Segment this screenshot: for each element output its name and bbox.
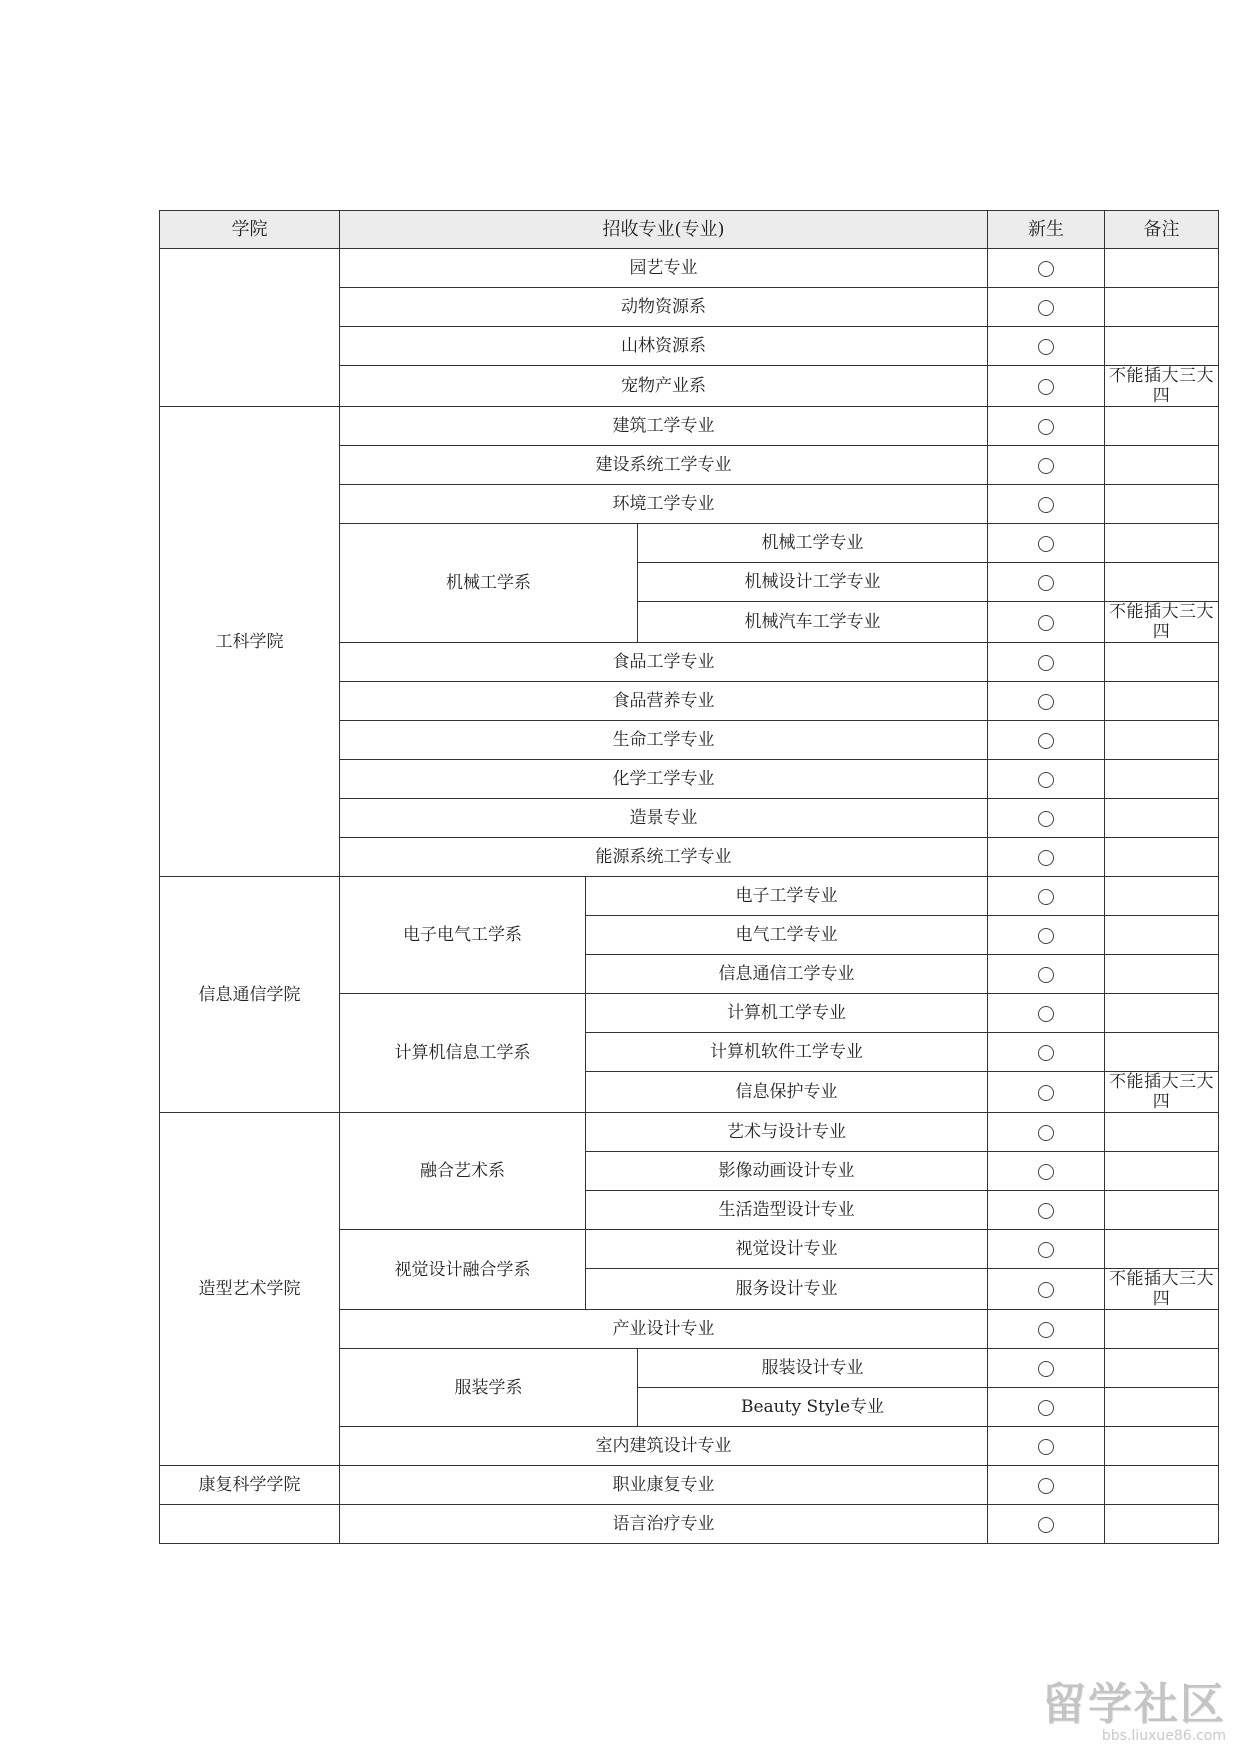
circle-icon — [1038, 1282, 1054, 1298]
circle-icon — [1038, 1478, 1054, 1494]
note-cell: 不能插大三大四 — [1105, 366, 1219, 407]
circle-icon — [1038, 339, 1054, 355]
freshman-cell — [988, 1033, 1105, 1072]
freshman-cell — [988, 288, 1105, 327]
note-cell: 不能插大三大四 — [1105, 1269, 1219, 1310]
note-cell — [1105, 1113, 1219, 1152]
department-cell: 机械工学系 — [340, 524, 638, 643]
circle-icon — [1038, 615, 1054, 631]
freshman-cell — [988, 877, 1105, 916]
department-cell: 融合艺术系 — [340, 1113, 586, 1230]
note-cell — [1105, 1191, 1219, 1230]
major-cell: 动物资源系 — [340, 288, 988, 327]
circle-icon — [1038, 1517, 1054, 1533]
freshman-cell — [988, 602, 1105, 643]
table-row — [160, 1505, 1219, 1544]
freshman-cell — [988, 1113, 1105, 1152]
watermark-url: bbs.liuxue86.com — [1101, 1728, 1226, 1744]
freshman-cell — [988, 1152, 1105, 1191]
major-cell: 造景专业 — [340, 799, 988, 838]
freshman-cell — [988, 799, 1105, 838]
circle-icon — [1038, 300, 1054, 316]
header-major: 招收专业(专业) — [340, 211, 988, 249]
circle-icon — [1038, 261, 1054, 277]
note-cell — [1105, 643, 1219, 682]
note-cell — [1105, 916, 1219, 955]
note-cell — [1105, 877, 1219, 916]
major-cell: 园艺专业 — [340, 249, 988, 288]
major-cell: 化学工学专业 — [340, 760, 988, 799]
circle-icon — [1038, 811, 1054, 827]
college-cell: 工科学院 — [160, 407, 340, 877]
major-cell: 电气工学专业 — [586, 916, 988, 955]
watermark — [1042, 1679, 1226, 1744]
major-cell: 电子工学专业 — [586, 877, 988, 916]
college-cell: 信息通信学院 — [160, 877, 340, 1113]
major-cell: 机械汽车工学专业 — [638, 602, 988, 643]
major-cell: 信息通信工学专业 — [586, 955, 988, 994]
table-row — [160, 1466, 1219, 1505]
table-row — [160, 1113, 1219, 1152]
note-cell — [1105, 955, 1219, 994]
circle-icon — [1038, 1203, 1054, 1219]
note-cell — [1105, 1505, 1219, 1544]
major-cell: 计算机软件工学专业 — [586, 1033, 988, 1072]
major-cell: 影像动画设计专业 — [586, 1152, 988, 1191]
freshman-cell — [988, 524, 1105, 563]
college-cell-empty — [160, 1505, 340, 1544]
freshman-cell — [988, 485, 1105, 524]
freshman-cell — [988, 760, 1105, 799]
major-cell: 宠物产业系 — [340, 366, 988, 407]
major-cell: 环境工学专业 — [340, 485, 988, 524]
circle-icon — [1038, 850, 1054, 866]
freshman-cell — [988, 1310, 1105, 1349]
major-cell: 服务设计专业 — [586, 1269, 988, 1310]
circle-icon — [1038, 1045, 1054, 1061]
watermark-logo: 留学社区 — [1042, 1679, 1226, 1730]
freshman-cell — [988, 1269, 1105, 1310]
freshman-cell — [988, 327, 1105, 366]
circle-icon — [1038, 1322, 1054, 1338]
department-cell: 电子电气工学系 — [340, 877, 586, 994]
freshman-cell — [988, 1427, 1105, 1466]
note-cell: 不能插大三大四 — [1105, 602, 1219, 643]
note-cell — [1105, 407, 1219, 446]
freshman-cell — [988, 1230, 1105, 1269]
note-cell — [1105, 327, 1219, 366]
college-cell — [160, 249, 340, 407]
note-cell — [1105, 760, 1219, 799]
major-cell: 生命工学专业 — [340, 721, 988, 760]
freshman-cell — [988, 682, 1105, 721]
major-cell: 食品营养专业 — [340, 682, 988, 721]
circle-icon — [1038, 1400, 1054, 1416]
circle-icon — [1038, 1164, 1054, 1180]
major-cell: 机械工学专业 — [638, 524, 988, 563]
major-cell: 山林资源系 — [340, 327, 988, 366]
freshman-cell — [988, 563, 1105, 602]
major-cell: 服装设计专业 — [638, 1349, 988, 1388]
note-cell — [1105, 563, 1219, 602]
circle-icon — [1038, 655, 1054, 671]
header-row — [160, 211, 1219, 249]
note-cell — [1105, 838, 1219, 877]
circle-icon — [1038, 379, 1054, 395]
note-cell — [1105, 721, 1219, 760]
circle-icon — [1038, 1125, 1054, 1141]
circle-icon — [1038, 497, 1054, 513]
circle-icon — [1038, 536, 1054, 552]
note-cell — [1105, 682, 1219, 721]
major-cell: 建设系统工学专业 — [340, 446, 988, 485]
freshman-cell — [988, 1349, 1105, 1388]
freshman-cell — [988, 407, 1105, 446]
note-cell — [1105, 1152, 1219, 1191]
major-cell: 语言治疗专业 — [340, 1505, 988, 1544]
freshman-cell — [988, 1505, 1105, 1544]
freshman-cell — [988, 1072, 1105, 1113]
freshman-cell — [988, 721, 1105, 760]
major-cell: Beauty Style专业 — [638, 1388, 988, 1427]
department-cell: 视觉设计融合学系 — [340, 1230, 586, 1310]
note-cell — [1105, 249, 1219, 288]
major-cell: 建筑工学专业 — [340, 407, 988, 446]
major-cell: 能源系统工学专业 — [340, 838, 988, 877]
freshman-cell — [988, 916, 1105, 955]
note-cell — [1105, 1310, 1219, 1349]
note-cell — [1105, 446, 1219, 485]
freshman-cell — [988, 838, 1105, 877]
freshman-cell — [988, 955, 1105, 994]
circle-icon — [1038, 772, 1054, 788]
freshman-cell — [988, 1191, 1105, 1230]
circle-icon — [1038, 419, 1054, 435]
freshman-cell — [988, 994, 1105, 1033]
header-note: 备注 — [1105, 211, 1219, 249]
major-cell: 机械设计工学专业 — [638, 563, 988, 602]
college-cell: 造型艺术学院 — [160, 1113, 340, 1466]
majors-table — [159, 210, 1219, 1544]
header-college: 学院 — [160, 211, 340, 249]
circle-icon — [1038, 1085, 1054, 1101]
major-cell: 产业设计专业 — [340, 1310, 988, 1349]
note-cell — [1105, 1466, 1219, 1505]
freshman-cell — [988, 1388, 1105, 1427]
circle-icon — [1038, 928, 1054, 944]
department-cell: 计算机信息工学系 — [340, 994, 586, 1113]
department-cell: 服装学系 — [340, 1349, 638, 1427]
freshman-cell — [988, 1466, 1105, 1505]
major-cell: 信息保护专业 — [586, 1072, 988, 1113]
note-cell — [1105, 799, 1219, 838]
major-cell: 生活造型设计专业 — [586, 1191, 988, 1230]
note-cell — [1105, 994, 1219, 1033]
major-cell: 室内建筑设计专业 — [340, 1427, 988, 1466]
major-cell: 食品工学专业 — [340, 643, 988, 682]
circle-icon — [1038, 458, 1054, 474]
circle-icon — [1038, 1361, 1054, 1377]
circle-icon — [1038, 967, 1054, 983]
freshman-cell — [988, 366, 1105, 407]
note-cell — [1105, 1349, 1219, 1388]
table-row — [160, 877, 1219, 916]
circle-icon — [1038, 1006, 1054, 1022]
note-cell: 不能插大三大四 — [1105, 1072, 1219, 1113]
major-cell: 视觉设计专业 — [586, 1230, 988, 1269]
header-freshman: 新生 — [988, 211, 1105, 249]
major-cell: 职业康复专业 — [340, 1466, 988, 1505]
circle-icon — [1038, 733, 1054, 749]
freshman-cell — [988, 643, 1105, 682]
note-cell — [1105, 524, 1219, 563]
freshman-cell — [988, 446, 1105, 485]
circle-icon — [1038, 575, 1054, 591]
note-cell — [1105, 1230, 1219, 1269]
major-cell: 计算机工学专业 — [586, 994, 988, 1033]
table-row — [160, 249, 1219, 288]
note-cell — [1105, 1427, 1219, 1466]
freshman-cell — [988, 249, 1105, 288]
table-row — [160, 407, 1219, 446]
circle-icon — [1038, 1439, 1054, 1455]
note-cell — [1105, 1388, 1219, 1427]
circle-icon — [1038, 1242, 1054, 1258]
circle-icon — [1038, 889, 1054, 905]
major-cell: 艺术与设计专业 — [586, 1113, 988, 1152]
note-cell — [1105, 288, 1219, 327]
note-cell — [1105, 485, 1219, 524]
college-cell: 康复科学学院 — [160, 1466, 340, 1505]
note-cell — [1105, 1033, 1219, 1072]
circle-icon — [1038, 694, 1054, 710]
